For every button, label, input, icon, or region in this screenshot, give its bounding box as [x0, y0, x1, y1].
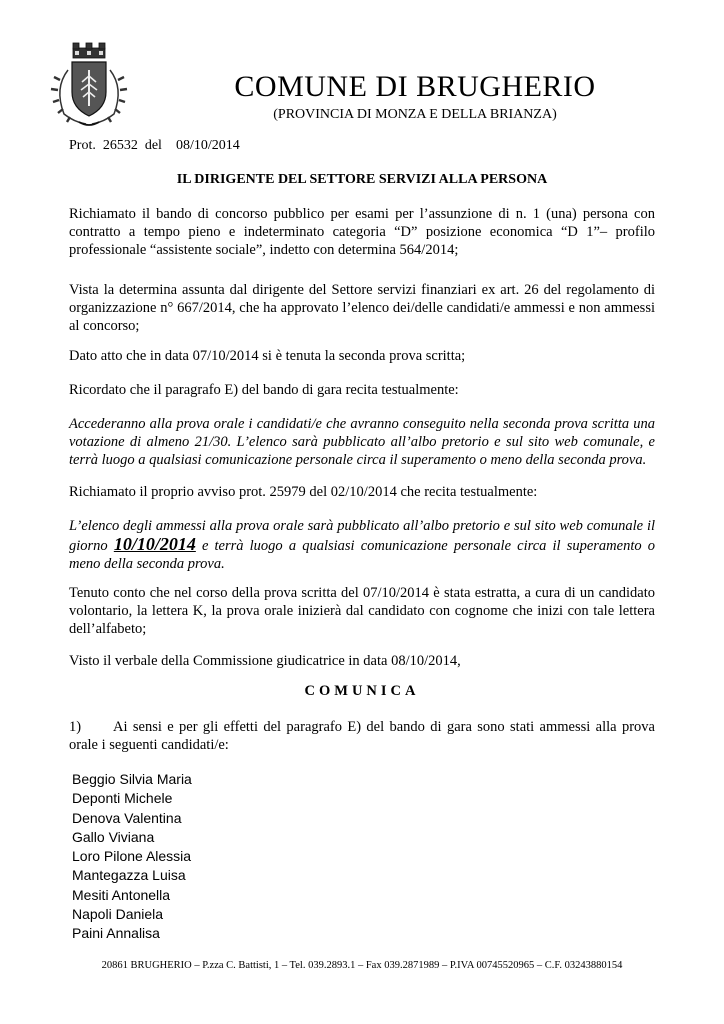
- paragraph-dato-atto: Dato atto che in data 07/10/2014 si è tenuta la seconda prova scritta;: [69, 348, 466, 364]
- candidate-name: Gallo Viviana: [72, 828, 155, 845]
- item-number: 1): [69, 719, 82, 735]
- paragraph-tenuto-conto: Tenuto conto che nel corso della prova scritta del 07/10/2014 è stata estratta, a cura di un candidato volontario, la lettera K, la prova orale inizierà dal candidato con cognome che inizi con tale lettera dell’alfabeto;: [69, 585, 655, 637]
- candidate-name: Denova Valentina: [72, 809, 182, 826]
- candidate-name: Beggio Silvia Maria: [72, 771, 192, 787]
- candidate-name: Mesiti Antonella: [72, 886, 171, 903]
- paragraph-quote-bando: Accederanno alla prova orale i candidati/e che avranno conseguito nella seconda prova scritta una votazione di almeno 21/30. L’elenco sarà pubblicato all’albo pretorio e sul sito web comunale, e terrà luogo a qualsiasi comunicazione personale circa il superamento o meno della seconda prova.: [69, 416, 655, 468]
- province-subtitle: (PROVINCIA DI MONZA E DELLA BRIANZA): [273, 107, 557, 122]
- candidate-name: Mantegazza Luisa: [72, 867, 186, 884]
- paragraph-bando: Richiamato il bando di concorso pubblico per esami per l’assunzione di n. 1 (una) persona con contratto a tempo pieno e indeterminato categoria “D” posizione economica “D 1”– profilo professionale “assistente sociale”, indetto con determina 564/2014;: [69, 206, 655, 258]
- municipal-crest-icon: [46, 40, 132, 128]
- document-heading: IL DIRIGENTE DEL SETTORE SERVIZI ALLA PERSONA: [176, 172, 548, 187]
- page-footer: 20861 BRUGHERIO – P.zza C. Battisti, 1 – Tel. 039.2893.1 – Fax 039.2871989 – P.IVA 00745520965 – C.F. 03243880154: [101, 960, 623, 971]
- candidate-name: Deponti Michele: [72, 790, 173, 807]
- comunica-heading: COMUNICA: [304, 683, 420, 699]
- paragraph-determina: Vista la determina assunta dal dirigente del Settore servizi finanziari ex art. 26 del regolamento di organizzazione n° 667/2014, che ha approvato l’elenco dei/delle candidati/e ammessi e non ammessi al concorso;: [69, 282, 655, 334]
- candidate-name: Napoli Daniela: [72, 906, 164, 923]
- quote-avviso-text-start: L’elenco degli ammessi alla prova orale sarà pubblicato all’albo pretorio e sul sito web comunale il giorno: [69, 518, 655, 554]
- candidate-list: [72, 770, 192, 944]
- quote-avviso-text-end: e terrà luogo a qualsiasi comunicazione personale circa il superamento o meno della seconda prova.: [69, 538, 655, 572]
- publication-date: 10/10/2014: [113, 534, 196, 554]
- list-item-1: [69, 718, 655, 754]
- paragraph-avviso: Richiamato il proprio avviso prot. 25979 del 02/10/2014 che recita testualmente:: [69, 484, 538, 500]
- candidate-name: Loro Pilone Alessia: [72, 848, 192, 865]
- paragraph-ricordato: Ricordato che il paragrafo E) del bando di gara recita testualmente:: [69, 382, 459, 398]
- paragraph-quote-avviso: [69, 517, 655, 573]
- municipality-title: COMUNE DI BRUGHERIO: [234, 70, 596, 103]
- candidate-name: Paini Annalisa: [72, 925, 160, 942]
- protocol-line: Prot. 26532 del 08/10/2014: [69, 138, 240, 153]
- item-text: Ai sensi e per gli effetti del paragrafo E) del bando di gara sono stati ammessi alla prova orale i seguenti candidati/e:: [69, 719, 655, 753]
- paragraph-verbale: Visto il verbale della Commissione giudicatrice in data 08/10/2014,: [69, 653, 461, 669]
